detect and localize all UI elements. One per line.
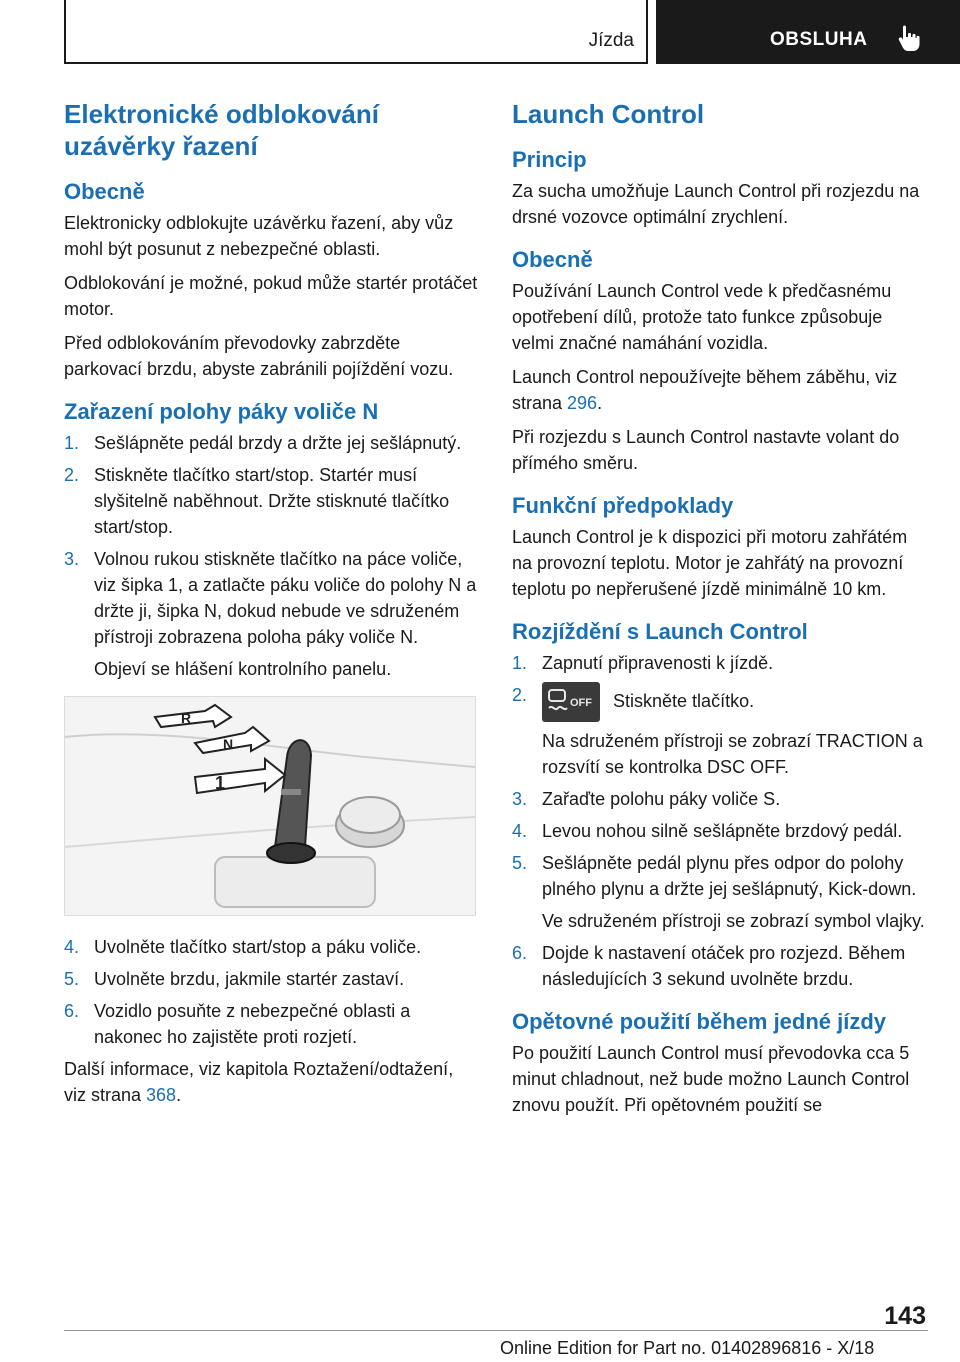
list-item	[512, 818, 928, 844]
step-text: Zapnutí připravenosti k jízdě.	[542, 653, 774, 673]
list-item	[64, 966, 478, 992]
section-heading-shift-unlock: Elektronické odblokování uzávěrky řazení	[64, 99, 379, 161]
chapter-title: OBSLUHA	[770, 29, 868, 50]
paragraph: Používání Launch Control vede k předčasnému opotřebení dílů, protože tato funkce způsobuje velmi značné namáhání vozidla.	[512, 281, 892, 353]
traction-off-icon	[546, 686, 596, 718]
subheading-requirements: Funkční předpoklady	[512, 493, 734, 518]
step-text: Vozidlo posuňte z nebezpečné oblasti a nakonec ho zajistěte proti rozjetí.	[94, 1001, 411, 1047]
step-number: 1.	[64, 433, 80, 453]
step-text: Uvolněte brzdu, jakmile startér zastaví.	[94, 969, 405, 989]
right-column	[512, 98, 928, 1126]
page-link-296[interactable]: 296	[567, 393, 598, 413]
step-number: 4.	[512, 821, 528, 841]
page-link-368[interactable]: 368	[146, 1085, 177, 1105]
subheading-start: Rozjíždění s Launch Control	[512, 619, 808, 644]
step-number: 2.	[64, 465, 80, 485]
subheading-shift-n: Zařazení polohy páky voliče N	[64, 399, 379, 424]
paragraph: Za sucha umožňuje Launch Control při rozjezdu na drsné vozovce optimální zrychlení.	[512, 181, 920, 227]
steps-list	[512, 650, 928, 992]
section-title: Jízda	[588, 30, 634, 51]
page-header	[0, 0, 960, 66]
cross-reference: Další informace, viz kapitola Roztažení/odtažení, viz strana 368.	[64, 1059, 454, 1105]
step-text: Dojde k nastavení otáček pro rozjezd. Během následujících 3 sekund uvolněte brzdu.	[542, 943, 906, 989]
hand-pointer-icon	[896, 24, 922, 52]
subheading-general: Obecně	[512, 247, 593, 272]
list-item	[64, 934, 478, 960]
section-tab	[64, 0, 648, 64]
section-heading-launch-control: Launch Control	[512, 99, 705, 129]
list-item	[64, 462, 478, 540]
list-item	[512, 940, 928, 992]
left-column	[64, 98, 478, 1116]
step-text: Sešlápněte pedál brzdy a držte jej sešlápnutý.	[94, 433, 462, 453]
step-number: 4.	[64, 937, 80, 957]
list-item	[64, 546, 478, 682]
list-item	[512, 650, 928, 676]
paragraph: Launch Control je k dispozici při motoru zahřátém na provozní teplotu. Motor je zahřátý na provozní teplotu po nepřerušené jízdě minimálně 10 km.	[512, 527, 908, 599]
subheading-principle: Princip	[512, 147, 587, 172]
list-item	[512, 786, 928, 812]
label-n: N	[223, 736, 234, 752]
list-item	[512, 682, 928, 780]
steps-list-continued	[64, 934, 478, 1050]
step-text: Zařaďte polohu páky voliče S.	[542, 789, 781, 809]
paragraph: Odblokování je možné, pokud může startér protáčet motor.	[64, 273, 478, 319]
step-text: Volnou rukou stiskněte tlačítko na páce voliče, viz šipka 1, a zatlačte páku voliče do polohy N a držte ji, šipka N, dokud nebude ve sdruženém přístroji zobrazena poloha páky voliče N.	[94, 549, 477, 647]
step-number: 2.	[512, 685, 528, 705]
label-r: R	[181, 710, 192, 726]
step-note: Na sdruženém přístroji se zobrazí TRACTION a rozsvítí se kontrolka DSC OFF.	[542, 731, 923, 777]
paragraph: Elektronicky odblokujte uzávěrku řazení, aby vůz mohl být posunut z nebezpečné oblasti.	[64, 213, 454, 259]
step-text: Stiskněte tlačítko start/stop. Startér musí slyšitelně naběhnout. Držte stisknuté tlačítko start/stop.	[94, 465, 450, 537]
step-text: Uvolněte tlačítko start/stop a páku voliče.	[94, 937, 422, 957]
paragraph: Před odblokováním převodovky zabrzděte parkovací brzdu, abyste zabránili pojíždění vozu.	[64, 333, 454, 379]
list-item	[64, 430, 478, 456]
steps-list	[64, 430, 478, 682]
step-text: Sešlápněte pedál plynu přes odpor do polohy plného plynu a držte jej sešlápnutý, Kick-down.	[542, 853, 917, 899]
page-number: 143	[884, 1302, 926, 1330]
gear-lever-drawing	[65, 697, 475, 915]
footer-divider	[64, 1330, 928, 1331]
button-off-label: OFF	[570, 697, 592, 709]
step-number: 6.	[64, 1001, 80, 1021]
label-arrow-1: 1	[215, 773, 226, 793]
step-number: 1.	[512, 653, 528, 673]
step-number: 5.	[64, 969, 80, 989]
list-item	[64, 998, 478, 1050]
gear-selector-illustration	[64, 696, 476, 916]
subheading-general: Obecně	[64, 179, 145, 204]
step-note: Objeví se hlášení kontrolního panelu.	[94, 659, 392, 679]
list-item	[512, 850, 928, 934]
cross-reference: Launch Control nepoužívejte během záběhu, viz strana 296.	[512, 367, 898, 413]
step-number: 3.	[512, 789, 528, 809]
step-number: 6.	[512, 943, 528, 963]
subheading-reuse: Opětovné použití během jedné jízdy	[512, 1009, 887, 1034]
step-number: 5.	[512, 853, 528, 873]
chapter-tab	[656, 0, 960, 64]
footer-edition: Online Edition for Part no. 01402896816 - X/18	[500, 1338, 875, 1358]
dsc-off-button-icon	[542, 682, 600, 722]
step-note: Ve sdruženém přístroji se zobrazí symbol vlajky.	[542, 911, 925, 931]
paragraph: Po použití Launch Control musí převodovka cca 5 minut chladnout, než bude možno Launch Control znovu použít. Při opětovném použití se	[512, 1043, 910, 1115]
paragraph: Při rozjezdu s Launch Control nastavte volant do přímého směru.	[512, 427, 900, 473]
step-number: 3.	[64, 549, 80, 569]
step-text: Stiskněte tlačítko.	[613, 690, 755, 711]
step-text: Levou nohou silně sešlápněte brzdový pedál.	[542, 821, 903, 841]
